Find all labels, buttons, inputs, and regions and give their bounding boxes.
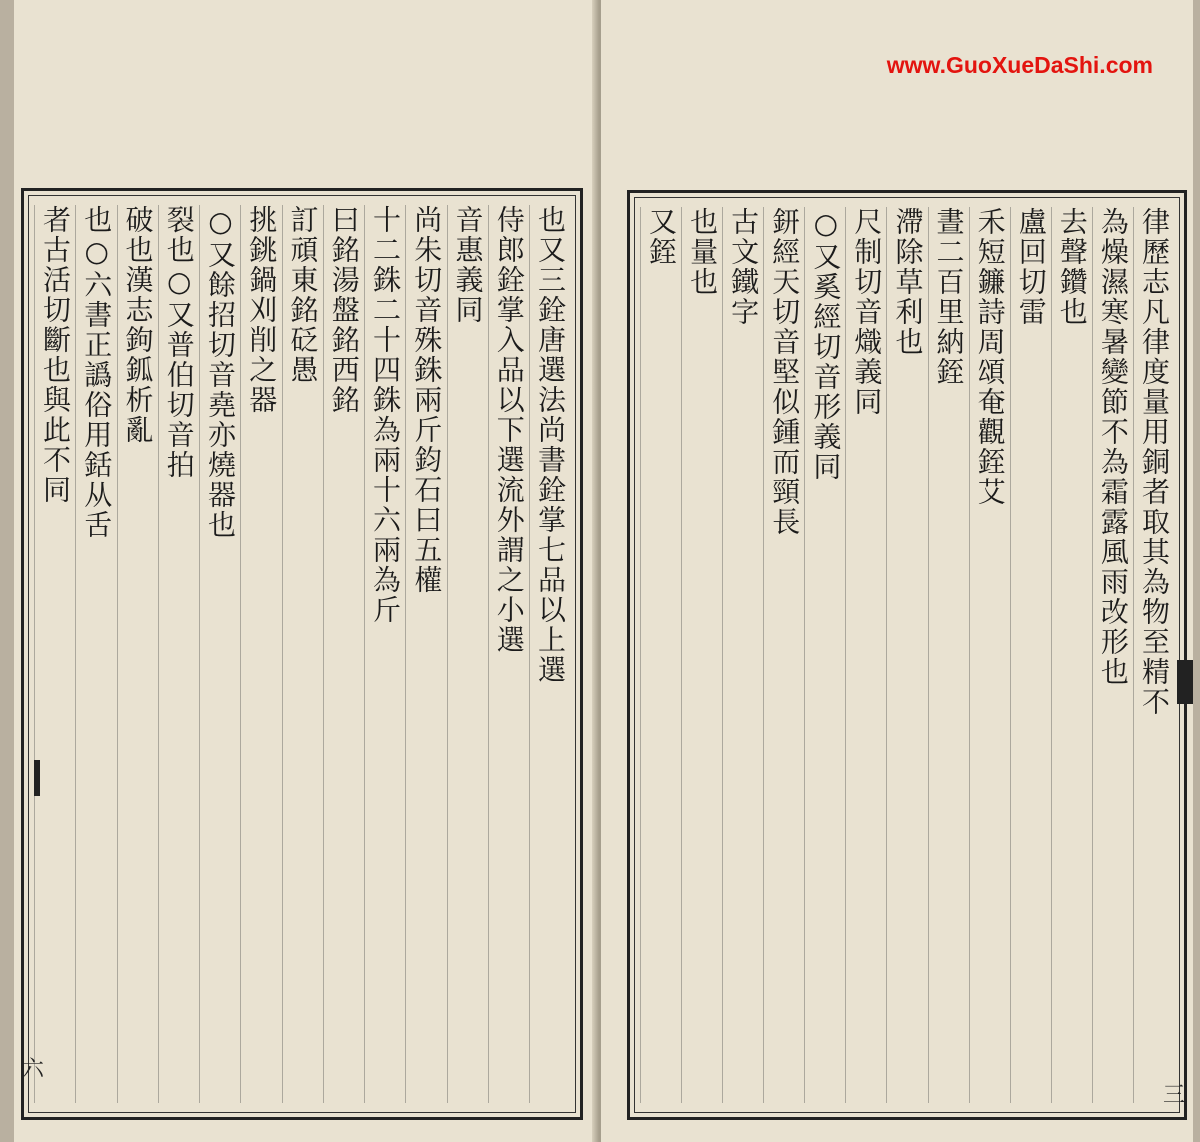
left-text-columns	[34, 205, 570, 1103]
text-column: 者古活切斷也與此不同	[34, 205, 75, 1103]
text-column: 挑銚鍋刈削之器	[240, 205, 281, 1103]
text-column: 也量也	[681, 207, 722, 1103]
text-column: ○又奚經切音形義同	[804, 207, 845, 1103]
text-column: 去聲鑽也	[1051, 207, 1092, 1103]
text-column: 盧回切雷	[1010, 207, 1051, 1103]
left-page	[14, 0, 599, 1142]
left-text-frame	[21, 188, 583, 1120]
text-column: 侍郎銓掌入品以下選流外謂之小選	[488, 205, 529, 1103]
text-column: 尺制切音熾義同	[845, 207, 886, 1103]
text-column: 訂頑東銘砭愚	[282, 205, 323, 1103]
text-column: 曰銘湯盤銘西銘	[323, 205, 364, 1103]
text-column: 音惠義同	[447, 205, 488, 1103]
text-column: 尚朱切音殊銖兩斤鈞石曰五權	[405, 205, 446, 1103]
text-column: 鈃經天切音堅似鍾而頸長	[763, 207, 804, 1103]
text-column: 為燥濕寒暑變節不為霜露風雨改形也	[1092, 207, 1133, 1103]
text-column: 律歷志凡律度量用銅者取其為物至精不	[1133, 207, 1174, 1103]
text-column: ○又餘招切音堯亦燒器也	[199, 205, 240, 1103]
text-column: 又銍	[640, 207, 681, 1103]
text-column: 禾短鐮詩周頌奄觀銍艾	[969, 207, 1010, 1103]
watermark-text[interactable]: www.GuoXueDaShi.com	[886, 52, 1153, 78]
printer-mark	[34, 760, 40, 796]
right-text-columns	[640, 207, 1174, 1103]
right-page	[600, 0, 1193, 1142]
right-text-frame	[627, 190, 1187, 1120]
left-page-folio: 六	[22, 1057, 45, 1082]
text-column: 裂也○又普伯切音拍	[158, 205, 199, 1103]
text-column: 滯除草利也	[886, 207, 927, 1103]
text-column: 也○六書正譌俗用銛从舌	[75, 205, 116, 1103]
text-column: 破也漢志鉤鈲析亂	[117, 205, 158, 1103]
thumb-mark	[1177, 660, 1193, 704]
text-column: 古文鐵字	[722, 207, 763, 1103]
text-column: 晝二百里納銍	[928, 207, 969, 1103]
right-page-folio: 三	[1162, 1083, 1185, 1108]
text-column: 也又三銓唐選法尚書銓掌七品以上選	[529, 205, 570, 1103]
text-column: 十二銖二十四銖為兩十六兩為斤	[364, 205, 405, 1103]
